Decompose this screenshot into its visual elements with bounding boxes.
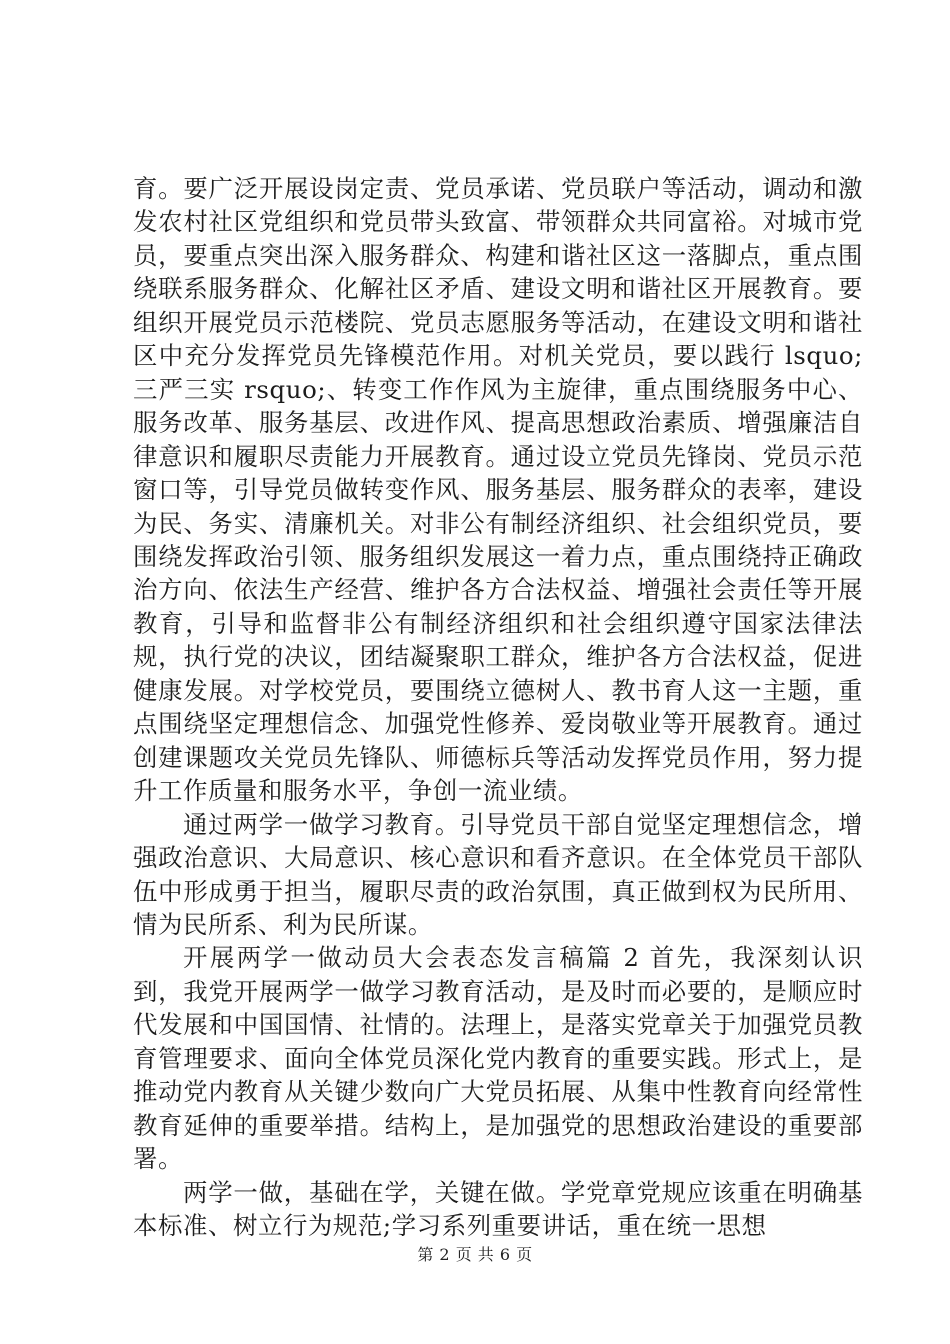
paragraph-3: 开展两学一做动员大会表态发言稿篇 2 首先，我深刻认识到，我党开展两学一做学习教育活动，是及时而必要的，是顺应时代发展和中国国情、社情的。法理上，是落实党章关于加强党员教育管理要求、面向全体党员深化党内教育的重要实践。形式上，是推动党内教育从关键少数向广大党员拓展、从集中性教育向经常性教育延伸的重要举措。结构上，是加强党的思想政治建设的重要部署。 (133, 943, 863, 1174)
page-number-footer: 第 2 页 共 6 页 (417, 1245, 533, 1264)
paragraph-2: 通过两学一做学习教育。引导党员干部自觉坚定理想信念，增强政治意识、大局意识、核心意识和看齐意识。在全体党员干部队伍中形成勇于担当，履职尽责的政治氛围，真正做到权为民所用、情为民所系、利为民所谋。 (133, 809, 863, 939)
document-body (133, 172, 863, 1243)
paragraph-1: 育。要广泛开展设岗定责、党员承诺、党员联户等活动，调动和激发农村社区党组织和党员带头致富、带领群众共同富裕。对城市党员，要重点突出深入服务群众、构建和谐社区这一落脚点，重点围绕联系服务群众、化解社区矛盾、建设文明和谐社区开展教育。要组织开展党员示范楼院、党员志愿服务等活动，在建设文明和谐社区中充分发挥党员先锋模范作用。对机关党员，要以践行 lsquo;三严三实 rsquo;、转变工作作风为主旋律，重点围绕服务中心、服务改革、服务基层、改进作风、提高思想政治素质、增强廉洁自律意识和履职尽责能力开展教育。通过设立党员先锋岗、党员示范窗口等，引导党员做转变作风、服务基层、服务群众的表率，建设为民、务实、清廉机关。对非公有制经济组织、社会组织党员，要围绕发挥政治引领、服务组织发展这一着力点，重点围绕持正确政治方向、依法生产经营、维护各方合法权益、增强社会责任等开展教育，引导和监督非公有制经济组织和社会组织遵守国家法律法规，执行党的决议，团结凝聚职工群众，维护各方合法权益，促进健康发展。对学校党员，要围绕立德树人、教书育人这一主题，重点围绕坚定理想信念、加强党性修养、爱岗敬业等开展教育。通过创建课题攻关党员先锋队、师德标兵等活动发挥党员作用，努力提升工作质量和服务水平，争创一流业绩。 (133, 174, 863, 806)
paragraph-4: 两学一做，基础在学，关键在做。学党章党规应该重在明确基本标准、树立行为规范;学习系列重要讲话，重在统一思想 (133, 1177, 863, 1241)
